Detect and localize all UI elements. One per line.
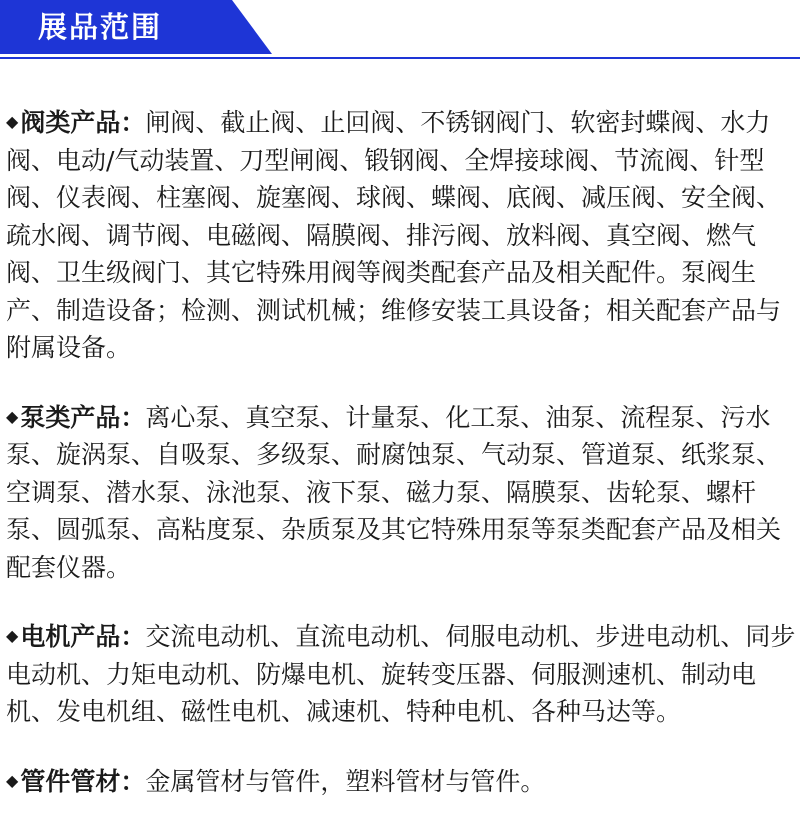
exhibit-scope-list — [6, 103, 800, 831]
motor-products-item — [6, 617, 800, 731]
diamond-bullet-icon: ◆ — [6, 626, 19, 645]
item-text: 离心泵、真空泵、计量泵、化工泵、油泵、流程泵、污水泵、旋涡泵、自吸泵、多级泵、耐腐蚀泵、气动泵、管道泵、纸浆泵、空调泵、潜水泵、泳池泵、液下泵、磁力泵、隔膜泵、齿轮泵、螺杆泵、圆弧泵、高粘度泵、杂质泵及其它特殊用泵等泵类配套产品及相关配套仪器。 — [6, 402, 782, 582]
diamond-bullet-icon: ◆ — [6, 112, 19, 131]
item-text: 闸阀、截止阀、止回阀、不锈钢阀门、软密封蝶阀、水力阀、电动/气动装置、刀型闸阀、锻钢阀、全焊接球阀、节流阀、针型阀、仪表阀、柱塞阀、旋塞阀、球阀、蝶阀、底阀、减压阀、安全阀、疏水阀、调节阀、电磁阀、隔膜阀、排污阀、放料阀、真空阀、燃气阀、卫生级阀门、其它特殊用阀等阀类配套产品及相关配件。泵阀生产、制造设备；检测、测试机械；维修安装工具设备；相关配套产品与附属设备。 — [6, 108, 782, 362]
valve-products-item — [6, 103, 800, 367]
page-title: 展品范围 — [38, 10, 163, 44]
diamond-bullet-icon: ◆ — [6, 406, 19, 426]
diamond-bullet-icon: ◆ — [6, 770, 19, 790]
pump-products-item — [6, 398, 800, 587]
pipe-products-item — [6, 762, 800, 801]
item-label: 泵类产品： — [20, 402, 146, 432]
header-divider — [0, 57, 800, 59]
item-label: 阀类产品： — [20, 108, 146, 137]
item-label: 管件管材： — [20, 766, 146, 796]
item-text: 交流电动机、直流电动机、伺服电动机、步进电动机、同步电动机、力矩电动机、防爆电机、旋转变压器、伺服测速机、制动电机、发电机组、磁性电机、减速机、特种电机、各种马达等。 — [6, 622, 796, 726]
section-header — [0, 0, 800, 62]
item-label: 电机产品： — [20, 622, 146, 651]
item-text: 金属管材与管件，塑料管材与管件。 — [145, 766, 546, 796]
